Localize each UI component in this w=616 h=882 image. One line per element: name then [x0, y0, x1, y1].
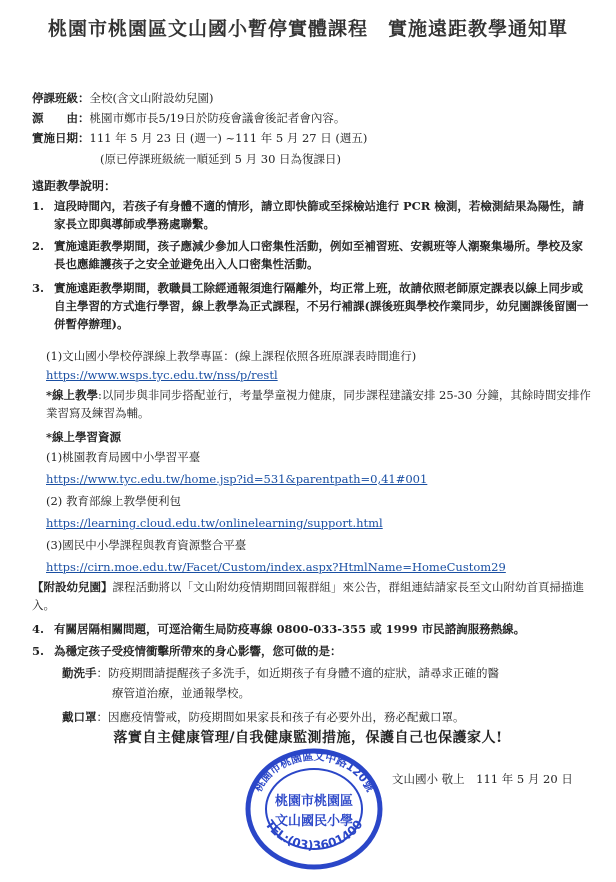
online-teaching-label: *線上教學: [46, 388, 99, 402]
class-label: 停課班級：: [32, 91, 90, 105]
health-slogan: 落實自主健康管理/自我健康監測措施，保護自己也保護家人!: [113, 730, 503, 746]
item-text: 為穩定孩子受疫情衝擊所帶來的身心影響，您可做的是：: [54, 644, 342, 658]
handwash-text: ：防疫期間請提醒孩子多洗手，如近期孩子有身體不適的症狀，請尋求正確的醫: [96, 666, 499, 680]
resources-heading: *線上學習資源: [46, 430, 122, 444]
class-info: [32, 90, 213, 106]
class-value: 全校(含文山附設幼兒園): [89, 91, 214, 105]
online-zone-line: (1)文山國小學校停課線上教學專區：(線上課程依照各班原課表時間進行): [46, 349, 417, 363]
online-teaching-note: [46, 386, 594, 422]
reason-value: 桃園市鄭市長5/19日於防疫會議會後記者會內容。: [89, 111, 346, 125]
kindergarten-text: 課程活動將以「文山附幼疫情期間回報群組」來公告，群組連結請家長至文山附幼首頁掃描進入。: [32, 580, 584, 612]
resource-2-link[interactable]: [46, 514, 594, 532]
list-item-3: [32, 279, 592, 333]
handwash-tip: [62, 664, 592, 682]
school-seal-stamp: [243, 745, 385, 873]
reason-info: [32, 110, 345, 126]
resource-1-label: (1)桃園教育局國中小學習平臺: [46, 450, 201, 464]
date-note: (原已停課班級統一順延到 5 月 30 日為復課日): [100, 152, 342, 166]
resource-2-url[interactable]: https://learning.cloud.edu.tw/onlinelearning/support.html: [46, 516, 383, 530]
resource-3-label: (3)國民中小學課程與教育資源整合平臺: [46, 538, 247, 552]
item-text: 實施遠距教學期間，孩子應減少參加人口密集性活動，例如至補習班、安親班等人潮聚集場所。學校及家長也應維護孩子之安全並避免出入人口密集性活動。: [54, 239, 583, 271]
handwash-label: 勤洗手: [62, 666, 97, 680]
handwash-continued: 療管道治療，並通報學校。: [112, 686, 250, 700]
kindergarten-label: 【附設幼兒園】: [32, 580, 113, 594]
resource-3-url[interactable]: https://cirn.moe.edu.tw/Facet/Custom/index.aspx?HtmlName=HomeCustom29: [46, 560, 506, 574]
resource-2-label: (2) 教育部線上教學便利包: [46, 494, 181, 508]
signoff: 文山國小 敬上 111 年 5 月 20 日: [392, 772, 573, 786]
item-number: 3.: [32, 281, 45, 295]
mask-label: 戴口罩: [62, 710, 97, 724]
resource-3-link[interactable]: [46, 558, 594, 576]
online-teaching-text: :以同步與非同步搭配並行，考量學童視力健康，同步課程建議安排 25-30 分鐘，其餘時間安排作業習寫及練習為輔。: [46, 388, 591, 420]
stamp-ring-phone: TEL:(03)3601400: [262, 817, 366, 853]
online-zone-link[interactable]: [46, 366, 594, 384]
section-heading: 遠距教學說明：: [32, 179, 117, 193]
stamp-line-2: 文山國民小學: [274, 814, 354, 829]
item-number: 5.: [32, 644, 45, 658]
date-value: 111 年 5 月 23 日 (週一) ~111 年 5 月 27 日 (週五): [89, 131, 368, 145]
list-item-5: [32, 642, 592, 660]
item-text: 有關居隔相關問題，可逕洽衛生局防疫專線 0800-033-355 或 1999 市民諮詢服務熱線。: [54, 622, 526, 636]
kindergarten-note: [32, 578, 592, 614]
reason-label: 源 由：: [32, 111, 90, 125]
list-item-1: [32, 197, 592, 233]
item-text: 實施遠距教學期間，教職員工除經通報須進行隔離外，均正常上班，故請依照老師原定課表以線上同步或自主學習的方式進行學習，線上教學為正式課程，不另行補課(課後班與學校作業同步，幼兒園課後留園一併暫停辦理)。: [54, 281, 589, 331]
stamp-line-1: 桃園市桃園區: [274, 794, 354, 809]
mask-tip: [62, 708, 592, 726]
resource-1-url[interactable]: https://www.tyc.edu.tw/home.jsp?id=531&parentpath=0,41#001: [46, 472, 428, 486]
item-number: 1.: [32, 199, 45, 213]
date-info: [32, 130, 367, 146]
resource-1-link[interactable]: [46, 470, 594, 488]
item-number: 2.: [32, 239, 45, 253]
date-label: 實施日期：: [32, 131, 90, 145]
list-item-4: [32, 620, 592, 638]
mask-text: ：因應疫情警戒，防疫期間如果家長和孩子有必要外出，務必配戴口罩。: [96, 710, 465, 724]
online-zone-url[interactable]: https://www.wsps.tyc.edu.tw/nss/p/restl: [46, 368, 278, 382]
item-text: 這段時間內，若孩子有身體不適的情形，請立即快篩或至採檢站進行 PCR 檢測，若檢測結果為陽性，請家長立即與導師或學務處聯繫。: [54, 199, 584, 231]
stamp-ring-address: 桃園市桃園區文中路120號: [251, 749, 377, 795]
item-number: 4.: [32, 622, 45, 636]
page-title: 桃園市桃園區文山國小暫停實體課程 實施遠距教學通知單: [47, 18, 568, 40]
list-item-2: [32, 237, 592, 273]
